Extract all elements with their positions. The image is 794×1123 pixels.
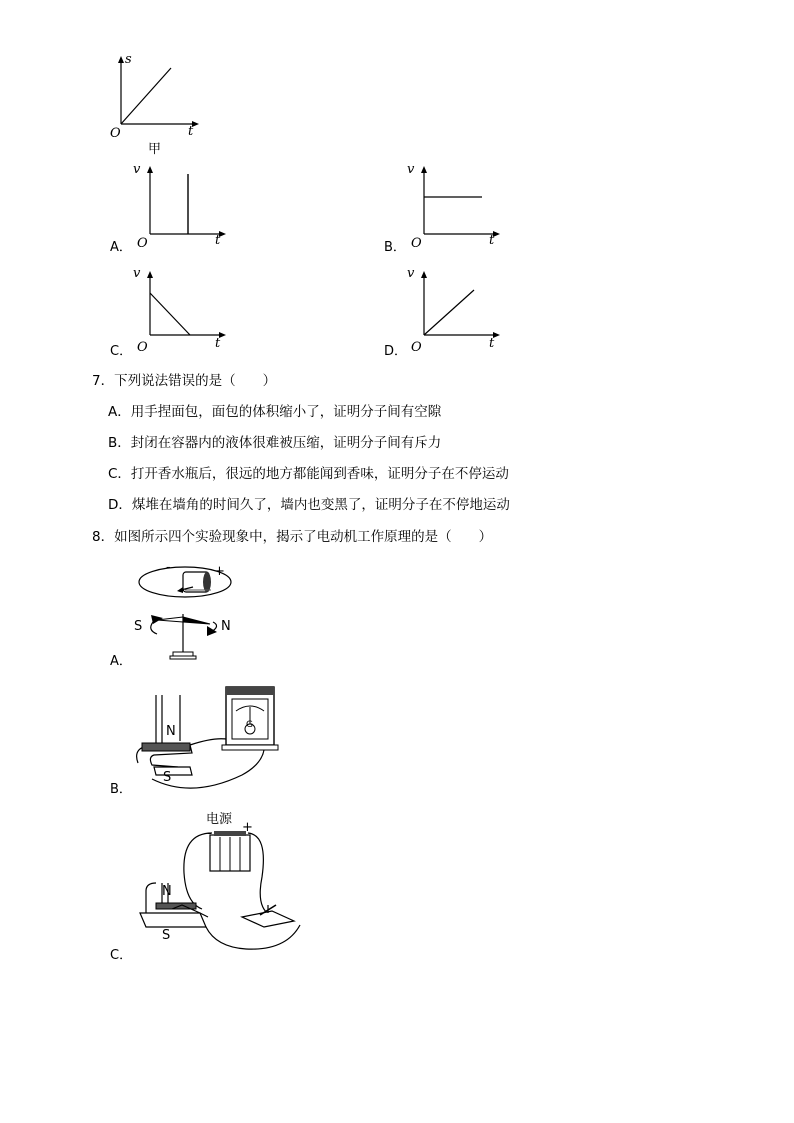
graph-jia-caption: 甲: [148, 142, 162, 157]
figure-a-plus-label: +: [214, 564, 225, 579]
axis-label-t: t: [489, 336, 495, 351]
axis-label-v: v: [407, 266, 415, 281]
v-t-line-c: [150, 293, 190, 335]
figure-b-option-label: B．: [110, 782, 132, 797]
origin-label: O: [137, 340, 148, 355]
figure-b-meter-label: G: [246, 720, 253, 730]
figure-c-s-label: S: [162, 928, 171, 943]
axis-label-v: v: [133, 266, 141, 281]
origin-label: O: [110, 126, 121, 141]
figure-c-minus-label: -: [207, 826, 212, 841]
axis-label-v: v: [133, 162, 141, 177]
question-8-stem: 8．如图所示四个实验现象中，揭示了电动机工作原理的是（ ）: [92, 529, 493, 545]
figure-c-motor-experiment: [132, 825, 302, 960]
figure-b-n-label: N: [166, 724, 176, 739]
figure-c-n-label: N: [162, 884, 172, 899]
question-7-option-a: A．用手捏面包，面包的体积缩小了，证明分子间有空隙: [108, 404, 442, 420]
figure-c-plus-label: +: [242, 820, 253, 835]
power-supply-icon: [210, 831, 250, 871]
galvanometer-icon: [222, 687, 278, 750]
option-c-label: C．: [110, 344, 133, 359]
v-t-line-d: [424, 290, 474, 335]
figure-a-n-label: N: [221, 619, 231, 634]
figure-a-oersted-experiment: [135, 560, 245, 665]
axis-label-s: s: [125, 52, 132, 67]
figure-a-option-label: A．: [110, 654, 132, 669]
option-b-label: B．: [384, 240, 406, 255]
question-7-stem: 7．下列说法错误的是（ ）: [92, 373, 277, 389]
question-7-option-c: C．打开香水瓶后，很远的地方都能闻到香味，证明分子在不停运动: [108, 466, 509, 482]
origin-label: O: [411, 340, 422, 355]
figure-a-s-label: S: [134, 619, 143, 634]
figure-b-s-label: S: [163, 770, 172, 785]
figure-c-option-label: C．: [110, 948, 133, 963]
origin-label: O: [411, 236, 422, 251]
option-a-label: A．: [110, 240, 132, 255]
axis-label-t: t: [215, 336, 221, 351]
axis-label-t: t: [489, 233, 495, 248]
s-t-line: [121, 68, 171, 124]
switch-icon: [242, 905, 294, 927]
figure-b-induction-experiment: [132, 683, 282, 793]
option-d-label: D．: [384, 344, 408, 359]
question-7-option-b: B．封闭在容器内的液体很难被压缩，证明分子间有斥力: [108, 435, 442, 451]
figure-a-minus-label: -: [166, 560, 171, 575]
axis-label-v: v: [407, 162, 415, 177]
power-supply-label: 电源: [206, 812, 233, 827]
question-7-option-d: D．煤堆在墙角的时间久了，墙内也变黑了，证明分子在不停地运动: [108, 497, 510, 513]
origin-label: O: [137, 236, 148, 251]
axis-label-t: t: [188, 124, 194, 139]
axis-label-t: t: [215, 233, 221, 248]
